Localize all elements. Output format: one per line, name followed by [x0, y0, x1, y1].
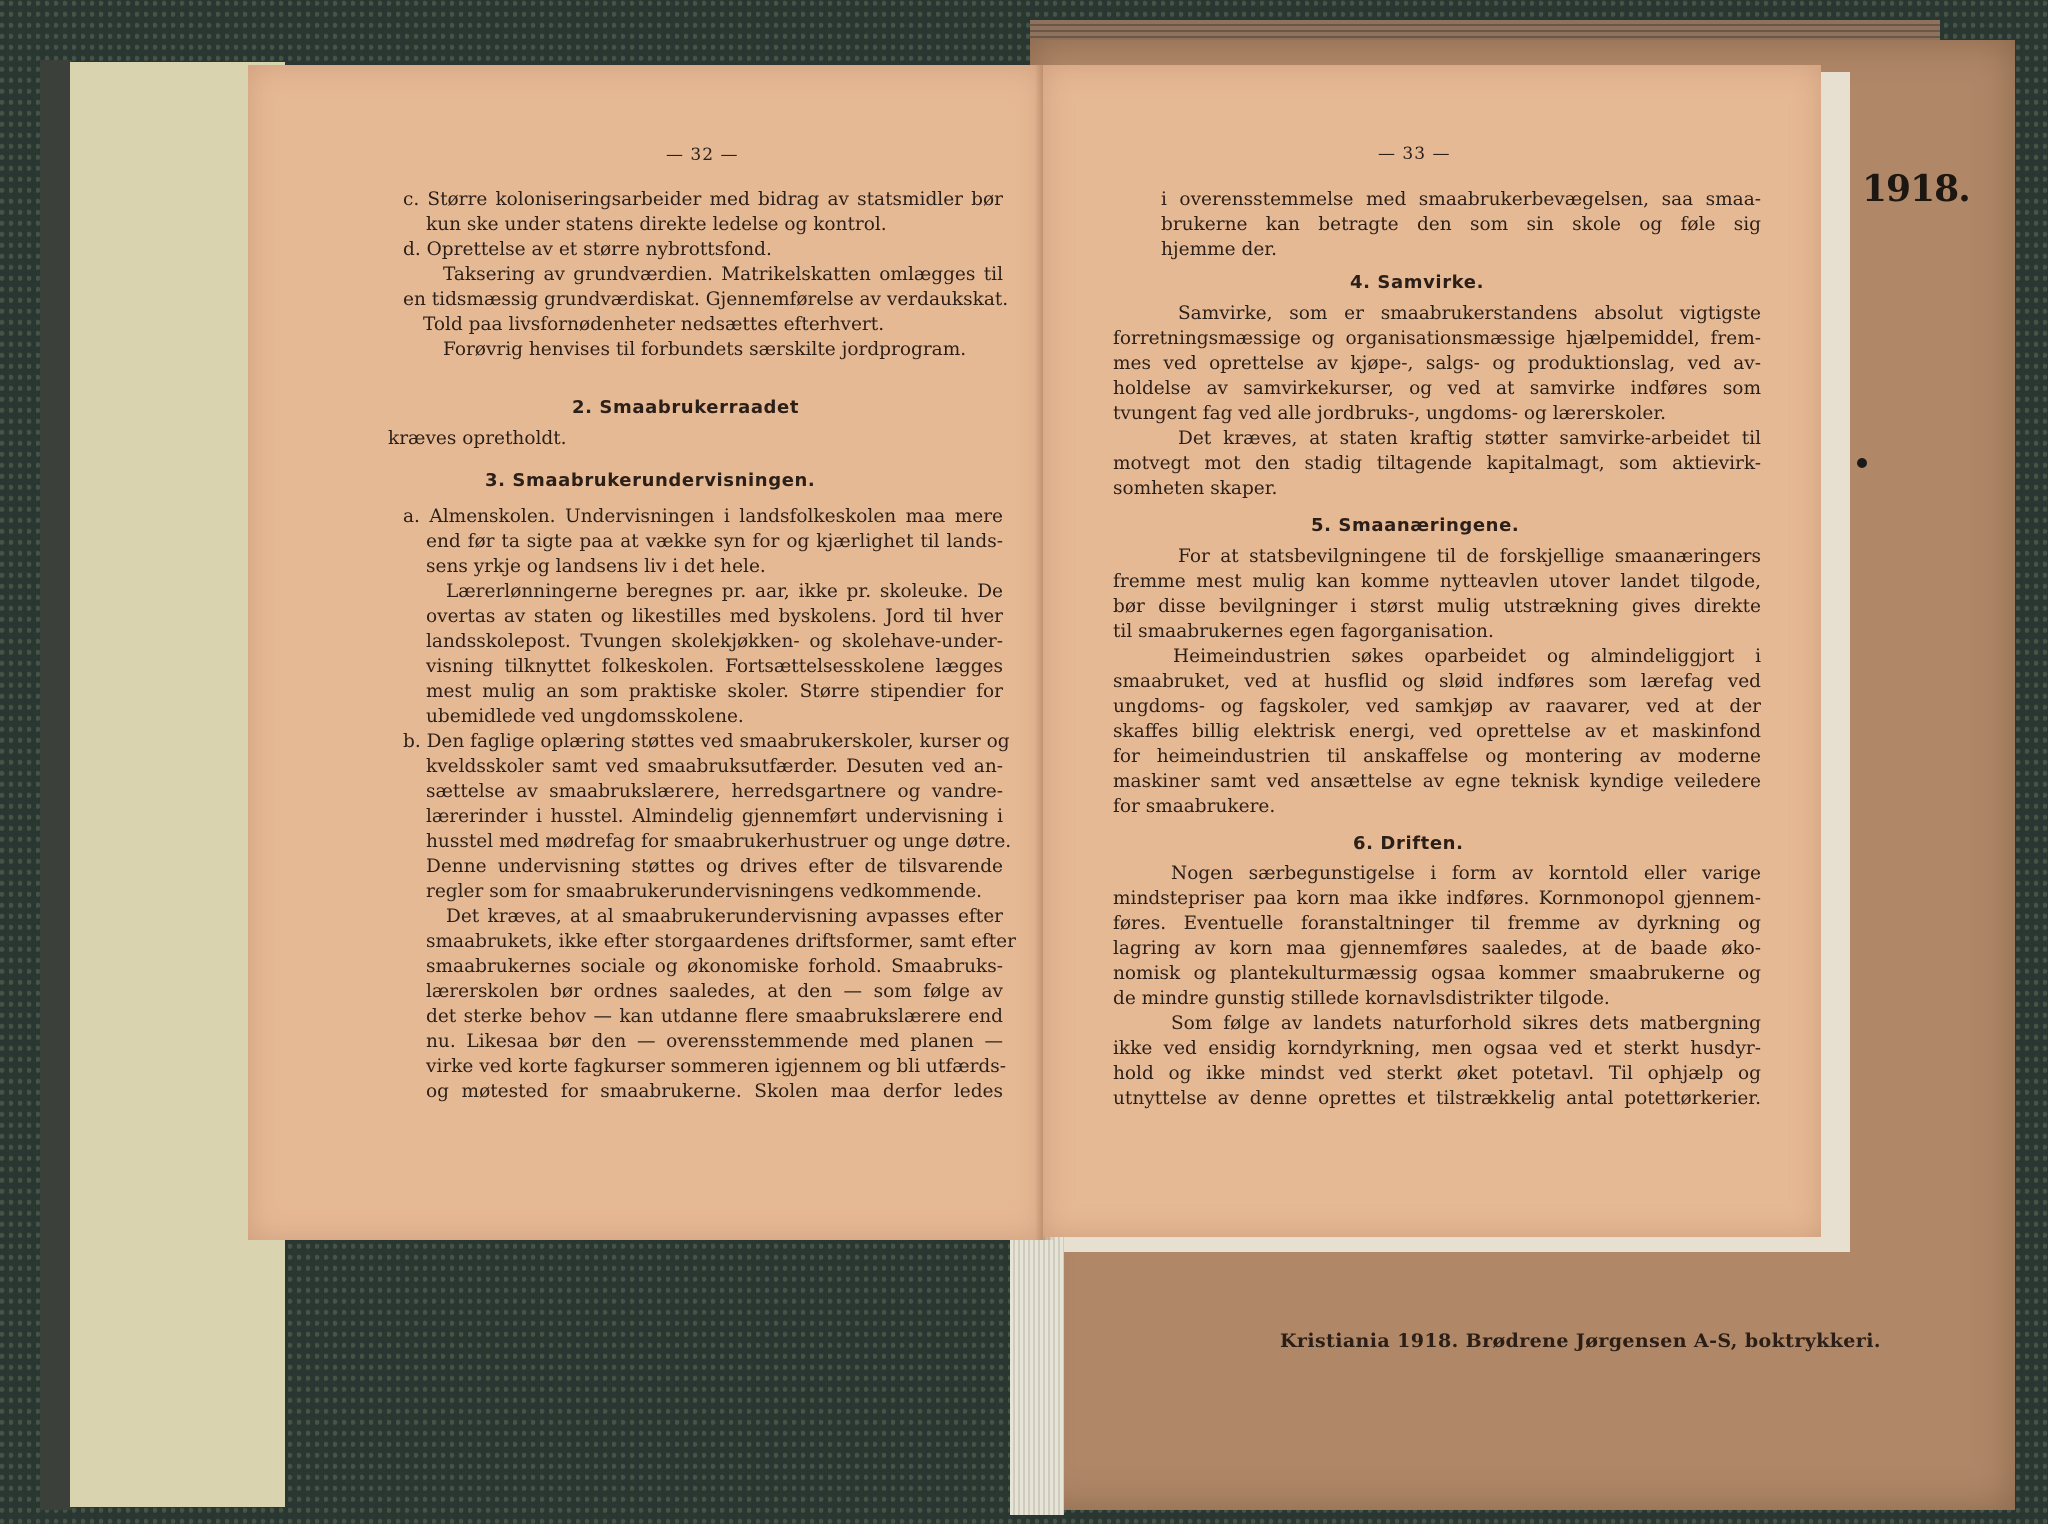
text-line: Samvirke, som er smaabrukerstandens absolut vigtigste — [1178, 303, 1761, 324]
cover-year: 1918. — [1862, 168, 1970, 210]
text-line: utnyttelse av denne oprettes et tilstrækkelig antal potettørkerier. — [1113, 1088, 1761, 1109]
text-line: tvungent fag ved alle jordbruks-, ungdoms- og lærerskoler. — [1113, 403, 1667, 424]
text-line: Som følge av landets naturforhold sikres dets matbergning — [1171, 1013, 1761, 1034]
text-line: hold og ikke mindst ved sterkt øket potetavl. Til ophjælp og — [1113, 1063, 1761, 1084]
text-line: landsskolepost. Tvungen skolekjøkken- og skolehave-under- — [426, 631, 1003, 652]
text-line: nomisk og plantekulturmæssig ogsaa kommer smaabrukerne og — [1113, 963, 1761, 984]
text-line: kræves opretholdt. — [388, 428, 567, 449]
text-line: smaabruket, ved at husflid og sløid indføres som lærefag ved — [1113, 671, 1761, 692]
text-line: mest mulig an som praktiske skoler. Større stipendier for — [426, 681, 1003, 702]
text-line: ubemidlede ved ungdomsskolene. — [426, 706, 744, 727]
section-heading: 6. Driften. — [1353, 833, 1464, 854]
text-line: kveldsskoler samt ved smaabruksutfærder. Desuten ved an- — [426, 756, 1003, 777]
text-line: smaabrukets, ikke efter storgaardenes driftsformer, samt efter — [426, 931, 1016, 952]
text-line: hjemme der. — [1161, 239, 1277, 260]
text-line: For at statsbevilgningene til de forskjellige smaanæringers — [1178, 546, 1761, 567]
text-line: motvegt mot den stadig tiltagende kapitalmagt, som aktievirk- — [1113, 453, 1761, 474]
section-heading: 4. Samvirke. — [1350, 272, 1485, 293]
text-line: for smaabrukere. — [1113, 796, 1276, 817]
text-line: lærerskolen bør ordnes saaledes, at den — som følge av — [426, 981, 1003, 1002]
text-line: de mindre gunstig stillede kornavlsdistrikter tilgode. — [1113, 988, 1610, 1009]
text-line: d. Oprettelse av et større nybrottsfond. — [403, 239, 772, 260]
text-line: Det kræves, at al smaabrukerundervisning avpasses efter — [446, 906, 1003, 927]
text-line: virke ved korte fagkurser sommeren igjennem og bli utfærds- — [426, 1056, 1007, 1077]
text-line: nu. Likesaa bør den — overensstemmende med planen — — [426, 1031, 1003, 1052]
text-line: overtas av staten og likestilles med byskolens. Jord til hver — [426, 606, 1003, 627]
text-line: Lærerlønningerne beregnes pr. aar, ikke pr. skoleuke. De — [446, 581, 1003, 602]
text-line: brukerne kan betragte den som sin skole og føle sig — [1161, 214, 1761, 235]
text-line: for heimeindustrien til anskaffelse og montering av moderne — [1113, 746, 1761, 767]
cover-mark — [1857, 458, 1867, 468]
text-line: Told paa livsfornødenheter nedsættes efterhvert. — [423, 314, 885, 335]
text-line: til smaabrukernes egen fagorganisation. — [1113, 621, 1494, 642]
text-line: ungdoms- og fagskoler, ved samkjøp av raavarer, ved at der — [1113, 696, 1761, 717]
page-number: — 33 — — [1378, 144, 1451, 164]
text-line: mes ved oprettelse av kjøpe-, salgs- og produktionslag, ved av- — [1113, 353, 1761, 374]
text-line: regler som for smaabrukerundervisningens vedkommende. — [426, 881, 983, 902]
section-heading: 2. Smaabrukerraadet — [572, 397, 800, 418]
text-line: Heimeindustrien søkes oparbeidet og almindeliggjort i — [1173, 646, 1761, 667]
text-line: lærerinder i husstel. Almindelig gjennemført undervisning i — [426, 806, 1003, 827]
text-line: holdelse av samvirkekurser, og ved at samvirke indføres som — [1113, 378, 1761, 399]
text-line: fremme mest mulig kan komme nytteavlen utover landet tilgode, — [1113, 571, 1761, 592]
text-line: kun ske under statens direkte ledelse og kontrol. — [426, 214, 887, 235]
spine-cloth — [1010, 1230, 1064, 1515]
text-line: lagring av korn maa gjennemføres saaledes, at de baade øko- — [1113, 938, 1761, 959]
text-line: forretningsmæssige og organisationsmæssige hjælpemiddel, frem- — [1113, 328, 1761, 349]
text-line: Denne undervisning støttes og drives efter de tilsvarende — [426, 856, 1003, 877]
page-33 — [1043, 65, 1821, 1237]
text-line: Forøvrig henvises til forbundets særskilte jordprogram. — [443, 339, 967, 360]
text-line: og møtested for smaabrukerne. Skolen maa derfor ledes — [426, 1081, 1003, 1102]
text-line: smaabrukernes sociale og økonomiske forhold. Smaabruks- — [426, 956, 1003, 977]
text-line: bør disse bevilgninger i størst mulig utstrækning gives direkte — [1113, 596, 1761, 617]
text-line: visning tilknyttet folkeskolen. Fortsættelsesskolene lægges — [426, 656, 1003, 677]
text-line: Det kræves, at staten kraftig støtter samvirke-arbeidet til — [1178, 428, 1761, 449]
text-line: ikke ved ensidig korndyrkning, men ogsaa ved et sterkt husdyr- — [1113, 1038, 1761, 1059]
text-line: skaffes billig elektrisk energi, ved oprettelse av et maskinfond — [1113, 721, 1761, 742]
text-line: i overensstemmelse med smaabrukerbevægelsen, saa smaa- — [1161, 189, 1761, 210]
text-line: husstel med mødrefag for smaabrukerhustruer og unge døtre. — [426, 831, 1012, 852]
printer-imprint: Kristiania 1918. Brødrene Jørgensen A-S, boktrykkeri. — [1280, 1330, 1881, 1352]
text-line: a. Almenskolen. Undervisningen i landsfolkeskolen maa mere — [403, 506, 1003, 527]
page-number: — 32 — — [666, 145, 739, 165]
text-line: det sterke behov — kan utdanne flere smaabrukslærere end — [426, 1006, 1003, 1027]
binding-edge — [40, 60, 72, 1510]
section-heading: 3. Smaabrukerundervisningen. — [485, 470, 816, 491]
text-line: b. Den faglige oplæring støttes ved smaabrukerskoler, kurser og — [403, 731, 1010, 752]
text-line: maskiner samt ved ansættelse av egne teknisk kyndige veiledere — [1113, 771, 1761, 792]
text-line: føres. Eventuelle foranstaltninger til fremme av dyrkning og — [1113, 913, 1761, 934]
text-line: sættelse av smaabrukslærere, herredsgartnere og vandre- — [426, 781, 1003, 802]
text-line: mindstepriser paa korn maa ikke indføres. Kornmonopol gjennem- — [1113, 888, 1761, 909]
text-line: c. Større koloniseringsarbeider med bidrag av statsmidler bør — [403, 189, 1003, 210]
section-heading: 5. Smaanæringene. — [1311, 515, 1520, 536]
text-line: Nogen særbegunstigelse i form av korntold eller varige — [1171, 863, 1761, 884]
text-line: Taksering av grundværdien. Matrikelskatten omlægges til — [443, 264, 1003, 285]
text-line: somheten skaper. — [1113, 478, 1278, 499]
text-line: end før ta sigte paa at vække syn for og kjærlighet til lands- — [426, 531, 1003, 552]
page-32 — [248, 65, 1043, 1240]
text-line: en tidsmæssig grundværdiskat. Gjennemførelse av verdaukskat. — [403, 289, 1009, 310]
text-line: sens yrkje og landsens liv i det hele. — [426, 556, 766, 577]
